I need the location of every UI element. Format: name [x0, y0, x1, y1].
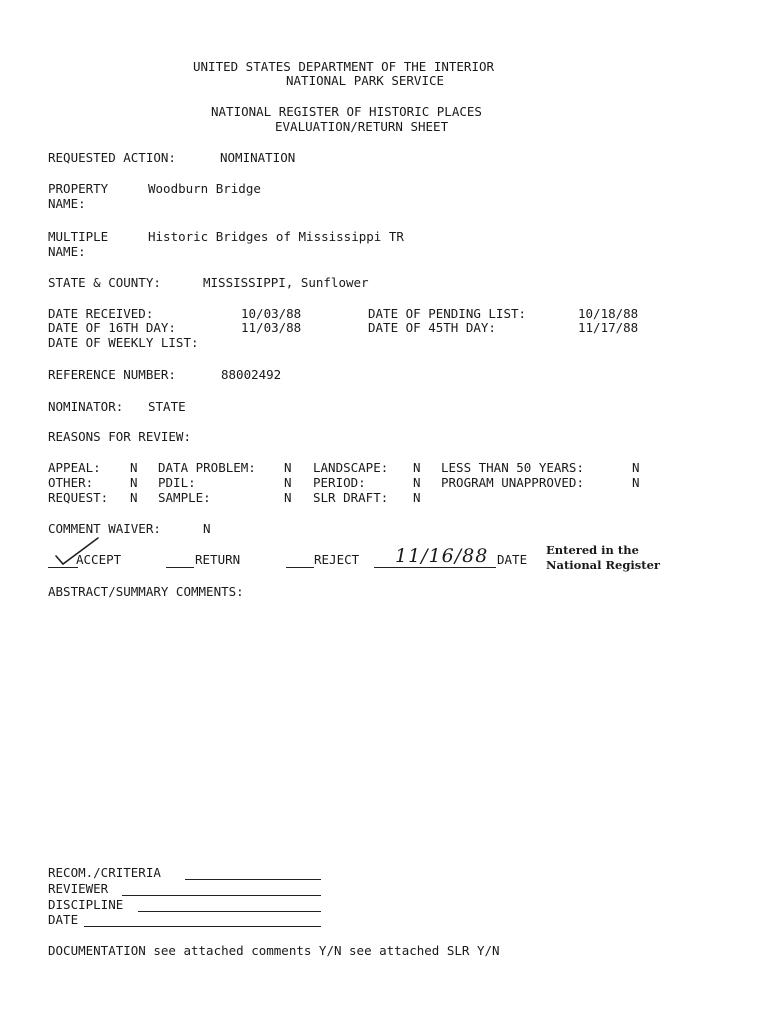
- slr-draft-value: N: [413, 490, 421, 505]
- accept-underline: [48, 567, 78, 568]
- footer-date-label: DATE: [48, 912, 79, 927]
- handwritten-date: 11/16/88: [395, 545, 489, 567]
- pdil-value: N: [284, 475, 292, 490]
- footer-date-line: [84, 926, 321, 927]
- header-department: UNITED STATES DEPARTMENT OF THE INTERIOR: [193, 59, 495, 74]
- slr-draft-label: SLR DRAFT:: [313, 490, 389, 505]
- sample-value: N: [284, 490, 292, 505]
- property-name: Woodburn Bridge: [148, 181, 261, 196]
- comment-waiver-label: COMMENT WAIVER:: [48, 521, 161, 536]
- comment-waiver-value: N: [203, 521, 211, 536]
- nominator-value: STATE: [148, 399, 186, 414]
- period-value: N: [413, 475, 421, 490]
- date-label: DATE: [497, 552, 528, 567]
- date-pending-value: 10/18/88: [578, 306, 639, 321]
- reviewer-line: [122, 895, 321, 896]
- date-45th-value: 11/17/88: [578, 320, 639, 335]
- state-county-label: STATE & COUNTY:: [48, 275, 161, 290]
- program-unapproved-value: N: [632, 475, 640, 490]
- request-value: N: [130, 490, 138, 505]
- multiple-label-1: MULTIPLE: [48, 229, 109, 244]
- landscape-label: LANDSCAPE:: [313, 460, 389, 475]
- requested-action-label: REQUESTED ACTION:: [48, 150, 176, 165]
- period-label: PERIOD:: [313, 475, 366, 490]
- reference-number-label: REFERENCE NUMBER:: [48, 367, 176, 382]
- reasons-label: REASONS FOR REVIEW:: [48, 429, 191, 444]
- less-than-50-label: LESS THAN 50 YEARS:: [441, 460, 584, 475]
- date-16th-label: DATE OF 16TH DAY:: [48, 320, 176, 335]
- date-received-value: 10/03/88: [241, 306, 302, 321]
- data-problem-label: DATA PROBLEM:: [158, 460, 256, 475]
- less-than-50-value: N: [632, 460, 640, 475]
- multiple-label-2: NAME:: [48, 244, 86, 259]
- other-value: N: [130, 475, 138, 490]
- abstract-summary-label: ABSTRACT/SUMMARY COMMENTS:: [48, 584, 244, 599]
- data-problem-value: N: [284, 460, 292, 475]
- date-pending-label: DATE OF PENDING LIST:: [368, 306, 527, 321]
- program-unapproved-label: PROGRAM UNAPPROVED:: [441, 475, 584, 490]
- return-underline: [166, 567, 194, 568]
- appeal-label: APPEAL:: [48, 460, 101, 475]
- landscape-value: N: [413, 460, 421, 475]
- stamp-line-1: Entered in the: [546, 543, 639, 557]
- header-service: NATIONAL PARK SERVICE: [286, 73, 445, 88]
- other-label: OTHER:: [48, 475, 94, 490]
- date-16th-value: 11/03/88: [241, 320, 302, 335]
- date-45th-label: DATE OF 45TH DAY:: [368, 320, 496, 335]
- reference-number-value: 88002492: [221, 367, 282, 382]
- recom-criteria-label: RECOM./CRITERIA: [48, 865, 161, 880]
- nominator-label: NOMINATOR:: [48, 399, 124, 414]
- discipline-label: DISCIPLINE: [48, 897, 124, 912]
- multiple-name: Historic Bridges of Mississippi TR: [148, 229, 404, 244]
- date-underline: [374, 567, 496, 568]
- pdil-label: PDIL:: [158, 475, 196, 490]
- stamp-line-2: National Register: [546, 558, 660, 572]
- appeal-value: N: [130, 460, 138, 475]
- header-sheet-title: EVALUATION/RETURN SHEET: [275, 119, 449, 134]
- return-option: RETURN: [195, 552, 241, 567]
- property-label-2: NAME:: [48, 196, 86, 211]
- reject-option: REJECT: [314, 552, 360, 567]
- requested-action-value: NOMINATION: [220, 150, 296, 165]
- recom-criteria-line: [185, 879, 321, 880]
- sample-label: SAMPLE:: [158, 490, 211, 505]
- state-county-value: MISSISSIPPI, Sunflower: [203, 275, 369, 290]
- date-weekly-label: DATE OF WEEKLY LIST:: [48, 335, 199, 350]
- reviewer-label: REVIEWER: [48, 881, 109, 896]
- property-label-1: PROPERTY: [48, 181, 109, 196]
- accept-option: ACCEPT: [76, 552, 122, 567]
- request-label: REQUEST:: [48, 490, 109, 505]
- reject-underline: [286, 567, 314, 568]
- documentation-line: DOCUMENTATION see attached comments Y/N see attached SLR Y/N: [48, 943, 500, 958]
- date-received-label: DATE RECEIVED:: [48, 306, 154, 321]
- discipline-line: [138, 911, 321, 912]
- header-register: NATIONAL REGISTER OF HISTORIC PLACES: [211, 104, 482, 119]
